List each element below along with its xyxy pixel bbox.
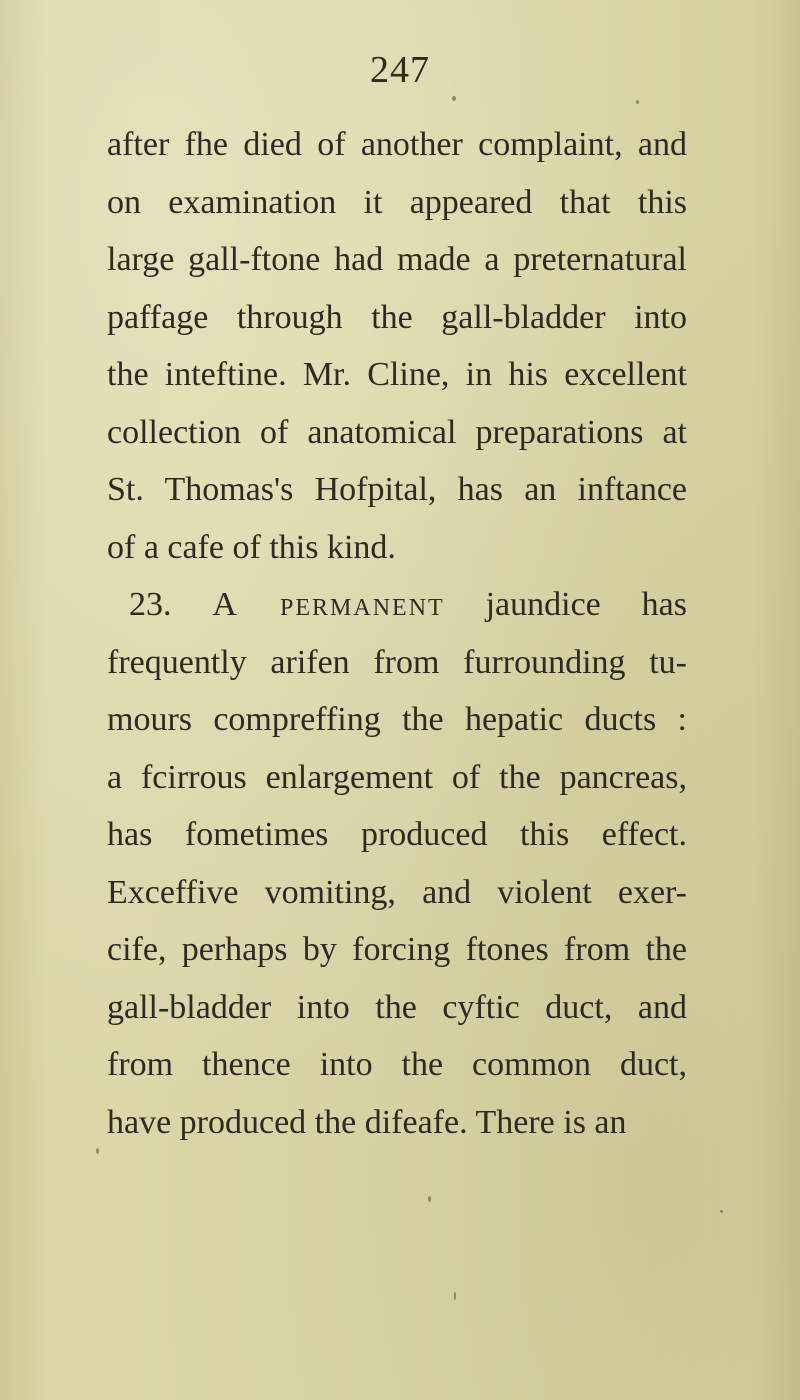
text-line: a fcirrous enlargement of the pancreas, bbox=[107, 758, 687, 796]
text-line: St. Thomas's Hofpital, has an inftance bbox=[107, 471, 687, 508]
paper-speck bbox=[452, 96, 456, 101]
text-line: large gall-ftone had made a preternatural bbox=[107, 241, 687, 278]
page-number: 247 bbox=[370, 49, 430, 91]
paragraph-lead-rest: jaundice has bbox=[485, 586, 688, 623]
paragraph-23-start-line bbox=[107, 576, 687, 634]
paper-speck bbox=[428, 1196, 431, 1202]
text-line: cife, perhaps by forcing ftones from the bbox=[107, 931, 687, 968]
paper-speck bbox=[720, 1210, 723, 1213]
paragraph-lead-smallcaps: A permanent bbox=[212, 586, 445, 623]
text-line: gall-bladder into the cyftic duct, and bbox=[107, 988, 687, 1026]
paper-speck bbox=[96, 1148, 99, 1154]
text-line-last: have produced the difeafe. There is an bbox=[107, 1103, 627, 1141]
text-line: has fometimes produced this effect. bbox=[107, 816, 687, 853]
paper-speck bbox=[454, 1292, 456, 1300]
paragraph-number: 23. bbox=[129, 586, 172, 623]
text-line: from thence into the common duct, bbox=[107, 1046, 687, 1083]
text-line: Exceffive vomiting, and violent exer- bbox=[107, 873, 687, 911]
text-line: mours compreffing the hepatic ducts : bbox=[107, 701, 687, 738]
text-line: the inteftine. Mr. Cline, in his excellent bbox=[107, 356, 687, 393]
text-line-paragraph-end: of a cafe of this kind. bbox=[107, 528, 396, 566]
text-line: paffage through the gall-bladder into bbox=[107, 298, 687, 336]
text-line: frequently arifen from furrounding tu- bbox=[107, 643, 687, 681]
body-text bbox=[107, 116, 687, 1151]
text-line: after fhe died of another complaint, and bbox=[107, 126, 687, 163]
text-line: on examination it appeared that this bbox=[107, 183, 687, 221]
paper-speck bbox=[636, 100, 639, 104]
text-line: collection of anatomical preparations at bbox=[107, 413, 687, 451]
